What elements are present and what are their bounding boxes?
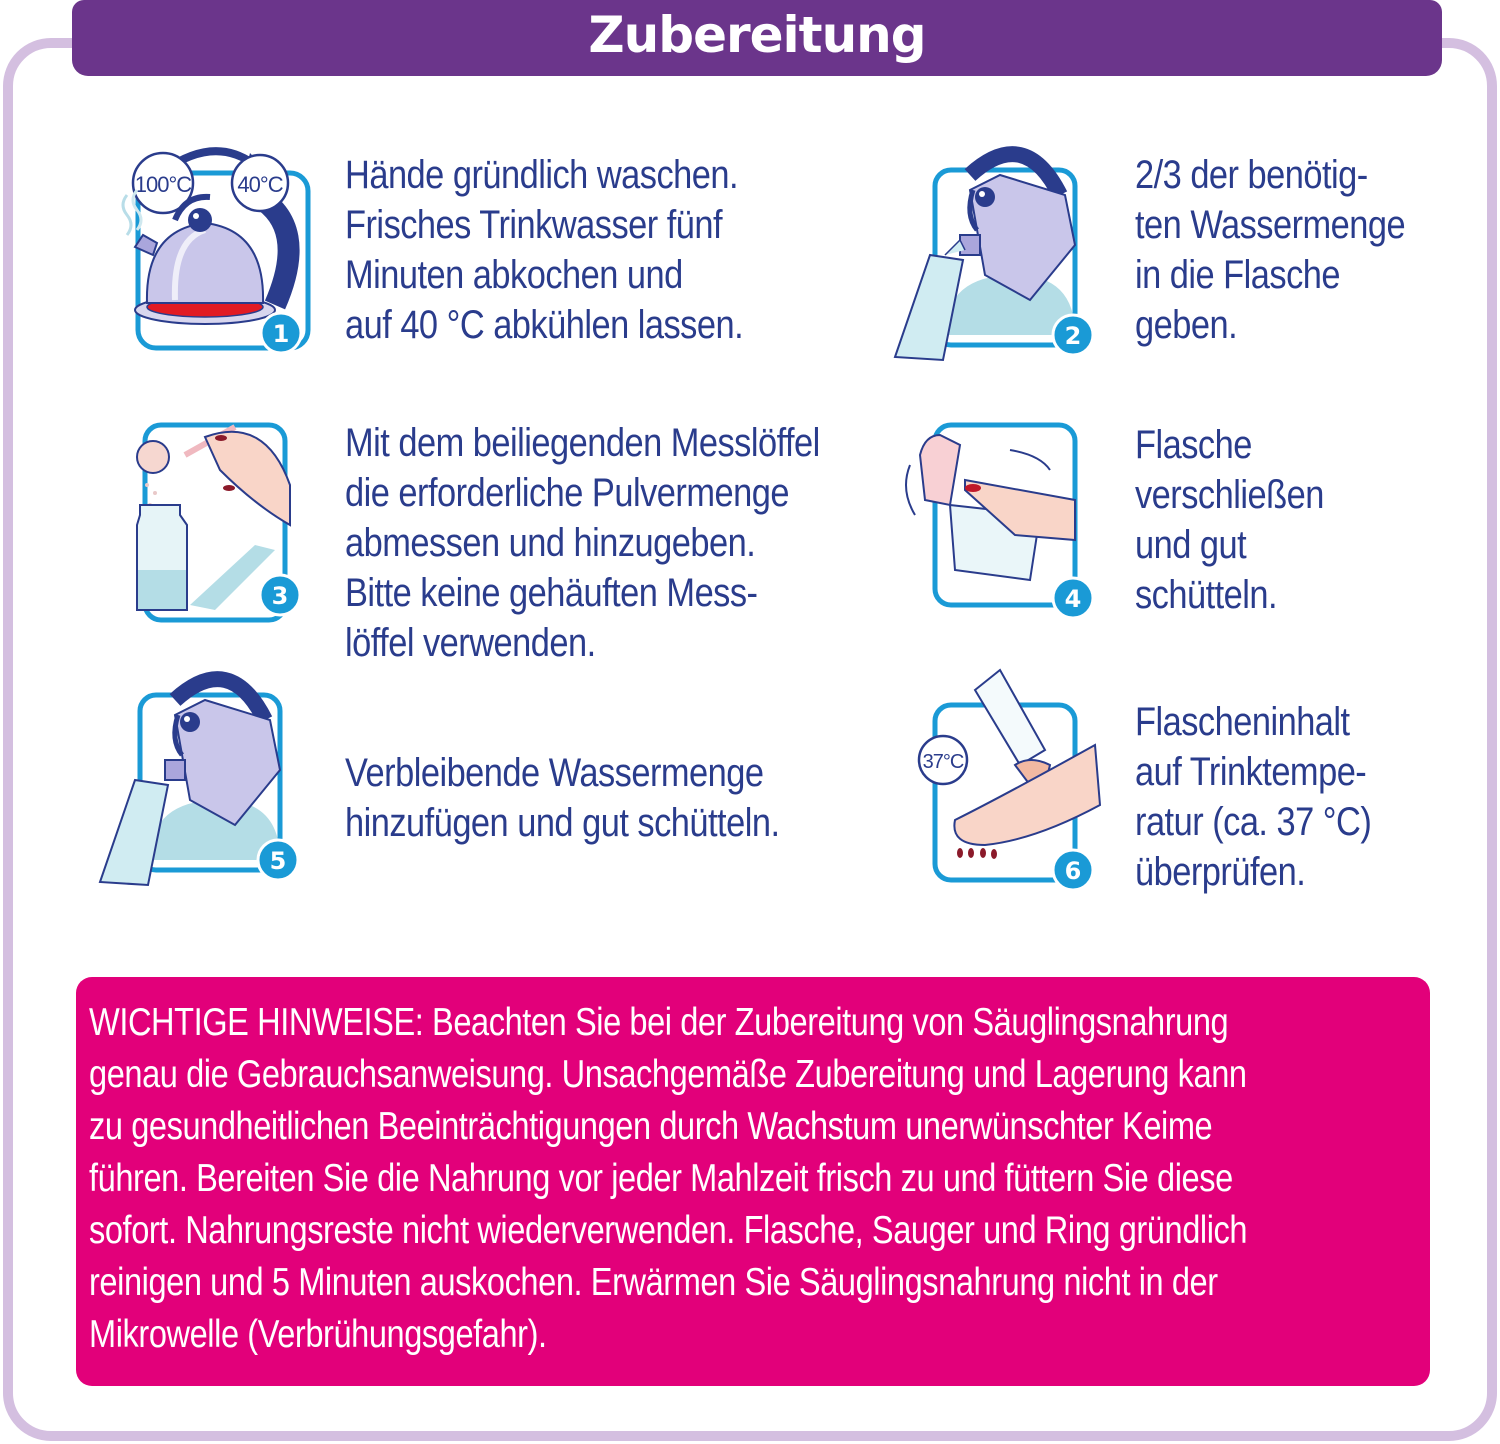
- step-4-text: [1135, 420, 1324, 620]
- text-line: Flascheninhalt: [1135, 700, 1350, 744]
- measuring-spoon-powder-icon: [125, 415, 355, 675]
- text-line: geben.: [1135, 303, 1238, 347]
- kettle-pour-bottle-icon: [885, 135, 1115, 395]
- step-1-text: [345, 150, 743, 350]
- text-line: abmessen und hinzugeben.: [345, 521, 756, 565]
- temp-hot-label: 100°C: [134, 172, 192, 197]
- text-line: ratur (ca. 37 °C): [1135, 800, 1372, 844]
- step-number-badge: 6: [1064, 857, 1082, 885]
- notice-line: zu gesundheitlichen Beeinträchtigungen durch Wachstum unerwünschter Keime: [89, 1105, 1213, 1148]
- important-notice-text: [89, 997, 1247, 1361]
- step-number-badge: 4: [1064, 585, 1082, 613]
- notice-line: WICHTIGE HINWEISE: Beachten Sie bei der Zubereitung von Säuglingsnahrung: [89, 1001, 1229, 1044]
- notice-line: genau die Gebrauchsanweisung. Unsachgemäße Zubereitung und Lagerung kann: [89, 1053, 1247, 1096]
- text-line: verschließen: [1135, 473, 1324, 517]
- text-line: Frisches Trinkwasser fünf: [345, 203, 723, 247]
- step-number-badge: 2: [1064, 322, 1082, 350]
- page-title: Zubereitung: [588, 6, 926, 64]
- important-notice-box: [76, 977, 1430, 1386]
- step-6-text: [1135, 697, 1371, 897]
- text-line: auf 40 °C abkühlen lassen.: [345, 303, 744, 347]
- text-line: Verbleibende Wassermenge: [345, 751, 764, 795]
- step-number-badge: 1: [272, 320, 290, 348]
- step-3-text: [345, 418, 820, 668]
- text-line: Minuten abkochen und: [345, 253, 683, 297]
- temp-label: 37°C: [922, 751, 964, 773]
- wrist-temperature-test-icon: [905, 665, 1135, 925]
- text-line: auf Trinktempe-: [1135, 750, 1367, 794]
- notice-line: sofort. Nahrungsreste nicht wiederverwenden. Flasche, Sauger und Ring gründlich: [89, 1209, 1248, 1252]
- text-line: die erforderliche Pulvermenge: [345, 471, 789, 515]
- text-line: Flasche: [1135, 423, 1252, 467]
- text-line: Bitte keine gehäuften Mess-: [345, 571, 758, 615]
- notice-line: führen. Bereiten Sie die Nahrung vor jeder Mahlzeit frisch zu und füttern Sie diese: [89, 1157, 1233, 1200]
- text-line: Hände gründlich waschen.: [345, 153, 739, 197]
- temp-cool-label: 40°C: [237, 172, 283, 197]
- text-line: ten Wassermenge: [1135, 203, 1406, 247]
- step-number-badge: 3: [271, 582, 289, 610]
- text-line: schütteln.: [1135, 573, 1278, 617]
- text-line: in die Flasche: [1135, 253, 1341, 297]
- text-line: hinzufügen und gut schütteln.: [345, 801, 780, 845]
- kettle-pour-bottle-icon: [90, 665, 320, 925]
- step-5-text: [345, 748, 779, 848]
- step-2-text: [1135, 150, 1405, 350]
- kettle-boiling-icon: [105, 135, 335, 395]
- text-line: überprüfen.: [1135, 850, 1306, 894]
- text-line: Mit dem beiliegenden Messlöffel: [345, 421, 820, 465]
- text-line: löffel verwenden.: [345, 621, 596, 665]
- notice-line: Mikrowelle (Verbrühungsgefahr).: [89, 1313, 547, 1356]
- step-number-badge: 5: [269, 847, 287, 875]
- notice-line: reinigen und 5 Minuten auskochen. Erwärmen Sie Säuglingsnahrung nicht in der: [89, 1261, 1218, 1304]
- header-bar: [72, 0, 1442, 76]
- text-line: 2/3 der benötig-: [1135, 153, 1368, 197]
- shake-bottle-icon: [895, 420, 1125, 680]
- text-line: und gut: [1135, 523, 1247, 567]
